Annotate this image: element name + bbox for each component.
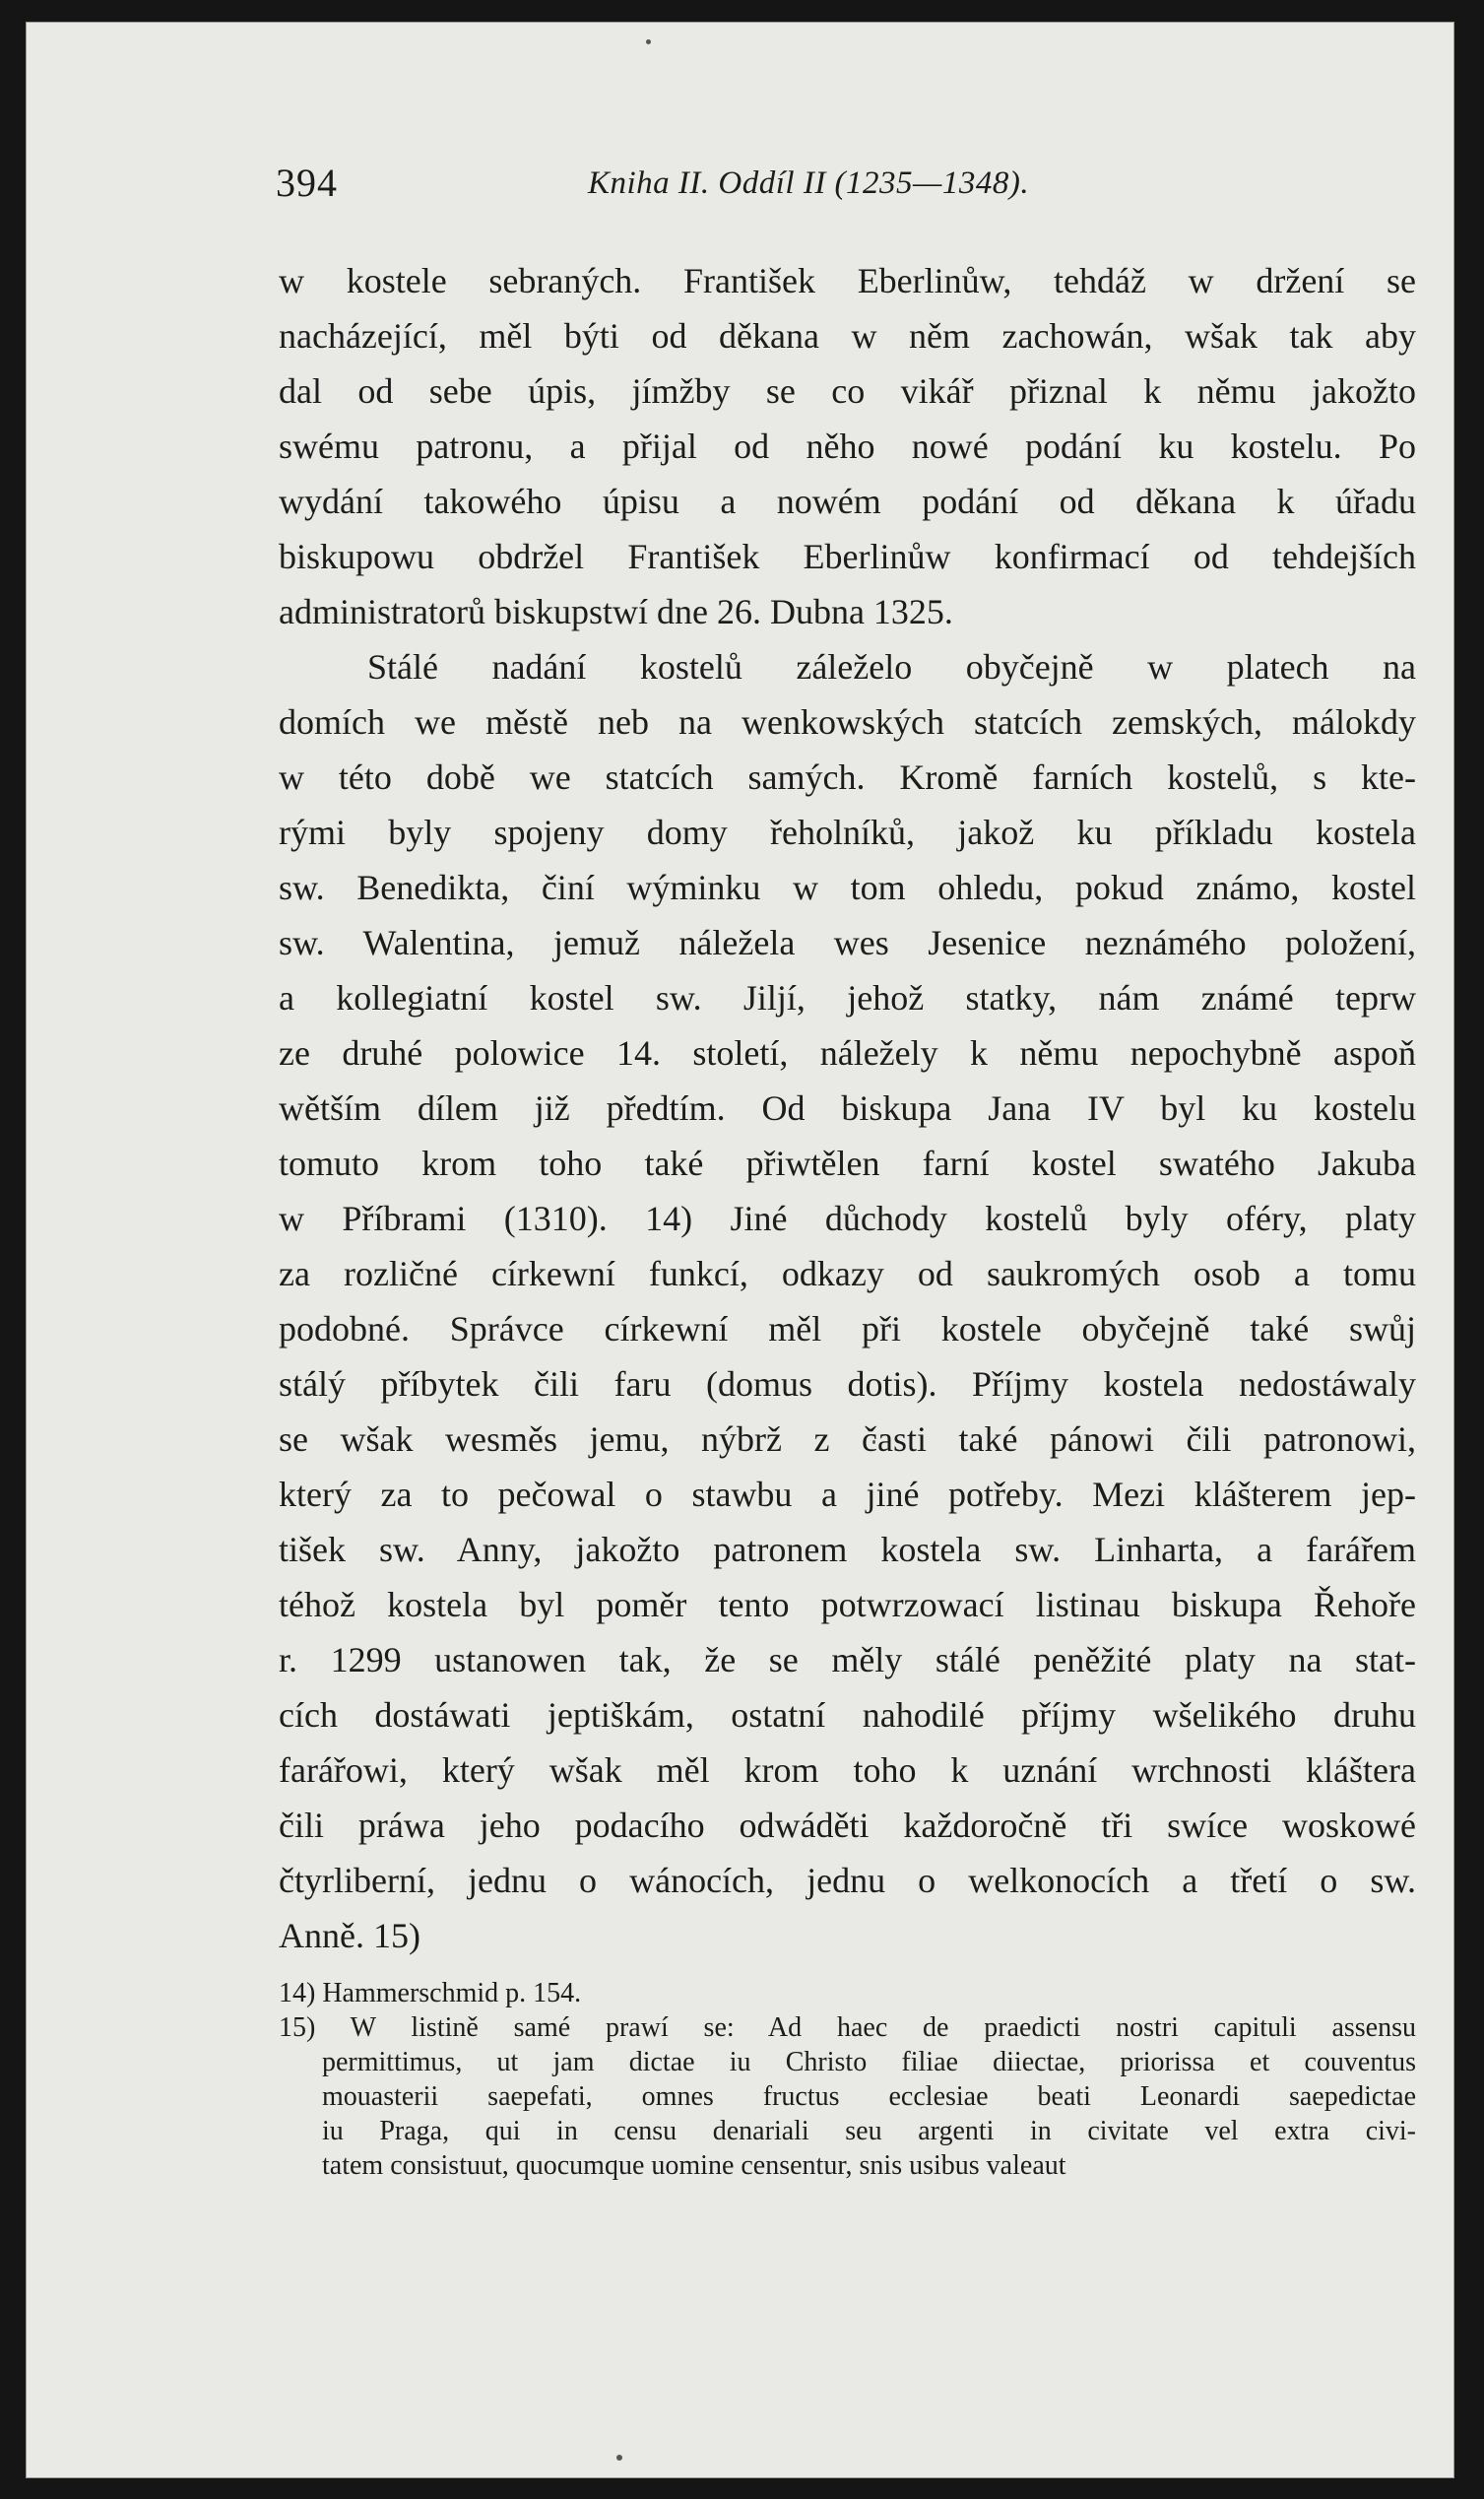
text-line: sw. Benedikta, činí wýminku w tom ohledu, pokud známo, kostel	[279, 868, 1416, 907]
footnote-line: permittimus, ut jam dictae iu Christo filiae diiectae, priorissa et couventus	[322, 2047, 1416, 2077]
paper-speck	[646, 39, 651, 44]
text-line: který za to pečowal o stawbu a jiné potřeby. Mezi klášterem jep-	[279, 1475, 1416, 1514]
text-line: administratorů biskupstwí dne 26. Dubna 1325.	[279, 592, 953, 631]
text-line: stálý příbytek čili faru (domus dotis). Příjmy kostela nedostáwaly	[279, 1364, 1416, 1404]
text-line: rými byly spojeny domy řeholníků, jakož ku příkladu kostela	[279, 813, 1416, 852]
running-head: Kniha II. Oddíl II (1235—1348).	[588, 165, 1030, 201]
text-line: dal od sebe úpis, jímžby se co vikář přiznal k němu jakožto	[279, 371, 1416, 411]
text-line: Anně. 15)	[279, 1916, 420, 1955]
footnote-15: 15) W listině samé prawí se: Ad haec de praedicti nostri capituli assensu	[279, 2012, 1416, 2043]
text-line: čtyrliberní, jednu o wánocích, jednu o welkonocích a třetí o sw.	[279, 1861, 1416, 1900]
text-line: swému patronu, a přijal od něho nowé podání ku kostelu. Po	[279, 427, 1416, 466]
text-line: tomuto krom toho také přiwtělen farní kostel swatého Jakuba	[279, 1144, 1416, 1183]
text-line: se wšak wesměs jemu, nýbrž z časti také pánowi čili patronowi,	[279, 1419, 1416, 1459]
text-line: a kollegiatní kostel sw. Jiljí, jehož statky, nám známé teprw	[279, 978, 1416, 1018]
text-line: w kostele sebraných. František Eberlinůw, tehdáž w držení se	[279, 261, 1416, 300]
footnotes	[279, 1977, 1416, 2184]
paper-speck	[616, 2455, 622, 2461]
footnote-line: iu Praga, qui in censu denariali seu argenti in civitate vel extra civi-	[322, 2116, 1416, 2146]
text-line: čili práwa jeho podacího odwáděti každoročně tři swíce woskowé	[279, 1806, 1416, 1845]
text-line: nacházející, měl býti od děkana w něm zachowán, wšak tak aby	[279, 316, 1416, 356]
text-line: tišek sw. Anny, jakožto patronem kostela sw. Linharta, a farářem	[279, 1530, 1416, 1569]
text-line: wydání takowého úpisu a nowém podání od děkana k úřadu	[279, 482, 1416, 521]
text-line-paragraph-start: Stálé nadání kostelů záleželo obyčejně w platech na	[367, 647, 1416, 687]
text-line: r. 1299 ustanowen tak, že se měly stálé peněžité platy na stat-	[279, 1640, 1416, 1679]
text-line: biskupowu obdržel František Eberlinůw konfirmací od tehdejších	[279, 537, 1416, 576]
text-line: podobné. Správce církewní měl při kostele obyčejně také swůj	[279, 1309, 1416, 1348]
text-line: farářowi, který wšak měl krom toho k uznání wrchnosti kláštera	[279, 1750, 1416, 1790]
text-line: domích we městě neb na wenkowských statcích zemských, málokdy	[279, 702, 1416, 742]
footnote-14: 14) Hammerschmid p. 154.	[279, 1978, 582, 2008]
text-line: w této době we statcích samých. Kromě farních kostelů, s kte-	[279, 757, 1416, 797]
text-line: wětším dílem již předtím. Od biskupa Jana IV byl ku kostelu	[279, 1088, 1416, 1128]
text-line: cích dostáwati jeptiškám, ostatní nahodilé příjmy wšelikého druhu	[279, 1695, 1416, 1735]
page-number: 394	[276, 161, 338, 205]
text-line: sw. Walentina, jemuž náležela wes Jesenice neznámého položení,	[279, 923, 1416, 962]
text-line: téhož kostela byl poměr tento potwrzowací listinau biskupa Řehoře	[279, 1585, 1416, 1624]
text-line: ze druhé polowice 14. století, náležely k němu nepochybně aspoň	[279, 1033, 1416, 1073]
footnote-line: tatem consistuut, quocumque uomine censentur, snis usibus valeaut	[322, 2150, 1066, 2181]
text-line: za rozličné církewní funkcí, odkazy od saukromých osob a tomu	[279, 1254, 1416, 1293]
text-line: w Příbrami (1310). 14) Jiné důchody kostelů byly oféry, platy	[279, 1199, 1416, 1238]
footnote-line: mouasterii saepefati, omnes fructus ecclesiae beati Leonardi saepedictae	[322, 2081, 1416, 2112]
page-header	[248, 148, 1331, 207]
main-text	[279, 254, 1416, 1964]
